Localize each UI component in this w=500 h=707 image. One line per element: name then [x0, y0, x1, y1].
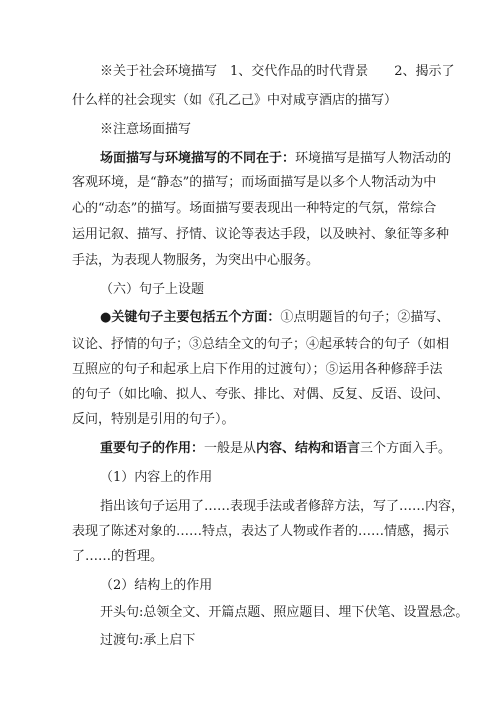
- text-line: [72, 175, 436, 191]
- text-run: 手法，为表现人物服务，为突出中心服务。: [72, 253, 320, 268]
- bold-text-run: 场面描写与环境描写的不同在于：: [100, 151, 296, 166]
- text-line: [72, 524, 449, 540]
- text-run: 一般是从: [204, 441, 257, 456]
- subsection-heading: [100, 578, 212, 594]
- text-run: （六）句子上设题: [100, 282, 205, 297]
- text-run: 什么样的社会现实（如《孔乙己》中对咸亨酒店的描写）: [72, 93, 398, 108]
- text-run: ※关于社会环境描写 1、交代作品的时代背景 2、揭示了: [100, 64, 455, 79]
- text-line: [100, 441, 451, 457]
- bold-text-run: ●关键句子主要包括五个方面：: [100, 310, 281, 325]
- text-run: 反问，特别是引用的句子）。: [72, 412, 235, 427]
- text-line: [100, 64, 455, 80]
- text-line: [72, 253, 319, 269]
- text-line: [100, 605, 468, 621]
- bold-text-run: 重要句子的作用：: [100, 441, 205, 456]
- text-run: ①点明题旨的句子；②描写、: [280, 310, 450, 325]
- text-run: ※注意场面描写: [100, 122, 192, 137]
- text-line: [72, 412, 235, 428]
- subsection-heading: [100, 470, 212, 486]
- text-run: 互照应的句子和起承上启下作用的过渡句）；⑤运用各种修辞手法: [72, 362, 443, 377]
- text-run: 客观环境，是“静态”的描写；而场面描写是以多个人物活动为中: [72, 175, 437, 190]
- text-run: 了……的哲理。: [72, 549, 164, 564]
- text-line: [72, 201, 436, 217]
- text-run: （1）内容上的作用: [100, 470, 213, 485]
- text-run: 过渡句:承上启下: [100, 633, 196, 648]
- text-line: [100, 633, 195, 649]
- text-line: [72, 362, 443, 378]
- text-run: 表现了陈述对象的……特点，表达了人物或作者的……情感，揭示: [72, 524, 450, 539]
- text-run: 运用记叙、描写、抒情、议论等表达手段，以及映衬、象征等多种: [72, 227, 450, 242]
- text-run: 的句子（如比喻、拟人、夸张、排比、对偶、反复、反语、设问、: [72, 387, 450, 402]
- text-line: [72, 93, 397, 109]
- text-line: [72, 337, 449, 353]
- text-line: [100, 122, 191, 138]
- text-line: [72, 549, 163, 565]
- text-run: （2）结构上的作用: [100, 578, 213, 593]
- text-line: [100, 151, 451, 167]
- text-run: 心的“动态”的描写。场面描写要表现出一种特定的气氛，常综合: [72, 201, 437, 216]
- text-line: [100, 310, 449, 326]
- bold-text-run: 内容、结构和语言: [256, 441, 361, 456]
- text-run: 指出该句子运用了……表现手法或者修辞方法，写了……内容，: [100, 499, 465, 514]
- text-run: 三个方面入手。: [360, 441, 452, 456]
- text-line: [72, 227, 449, 243]
- text-run: 环境描写是描写人物活动的: [295, 151, 452, 166]
- text-line: [100, 499, 464, 515]
- text-line: [72, 387, 449, 403]
- section-heading: [100, 282, 204, 298]
- text-run: 议论、抒情的句子；③总结全文的句子；④起承转合的句子（如相: [72, 337, 450, 352]
- text-run: 开头句:总领全文、开篇点题、照应题目、埋下伏笔、设置悬念。: [100, 605, 469, 620]
